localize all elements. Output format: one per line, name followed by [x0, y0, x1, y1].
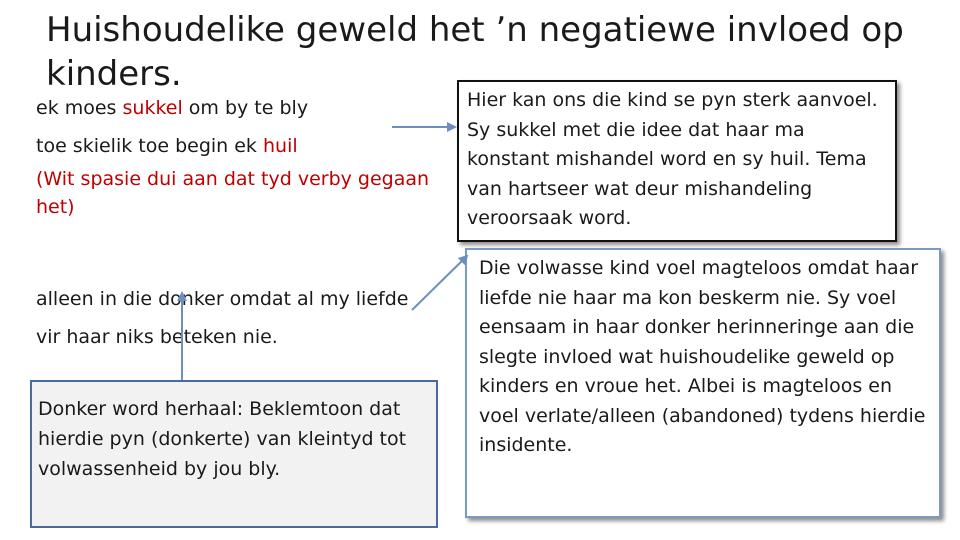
time-note: (Wit spasie dui aan dat tyd verby gegaan het): [36, 168, 430, 218]
analysis-box-pain: Hier kan ons die kind se pyn sterk aanvoel. Sy sukkel met die idee dat haar ma konstant mishandel word en sy huil. Tema van hartseer wat deur mishandeling veroorsaak word.: [457, 80, 897, 242]
slide-title: Huishoudelike geweld het ’n negatiewe invloed op kinders.: [46, 10, 904, 94]
poem-line-2: [36, 127, 436, 165]
poem-line-1: [36, 89, 436, 127]
poem-excerpt-2: alleen in die donker omdat al my liefde vir haar niks beteken nie.: [36, 288, 409, 348]
highlight-sukkel: sukkel: [122, 97, 183, 119]
line1-rest: om by te bly: [182, 97, 309, 119]
poem-excerpt-1: [36, 89, 436, 221]
line2-text: toe skielik toe begin ek: [36, 135, 263, 157]
donker-repeated-box: Donker word herhaal: Beklemtoon dat hierdie pyn (donkerte) van kleintyd tot volwassenheid by jou bly.: [30, 380, 438, 528]
analysis-box-powerless: Die volwasse kind voel magteloos omdat haar liefde nie haar ma kon beskerm nie. Sy voel eensaam in haar donker herinneringe aan die slegte invloed wat huishoudelike geweld op kinders en vroue het. Albei is magteloos en voel verlate/alleen (abandoned) tydens hierdie insidente.: [465, 248, 941, 518]
line1-text: ek moes: [36, 97, 123, 119]
highlight-huil: huil: [262, 135, 298, 157]
